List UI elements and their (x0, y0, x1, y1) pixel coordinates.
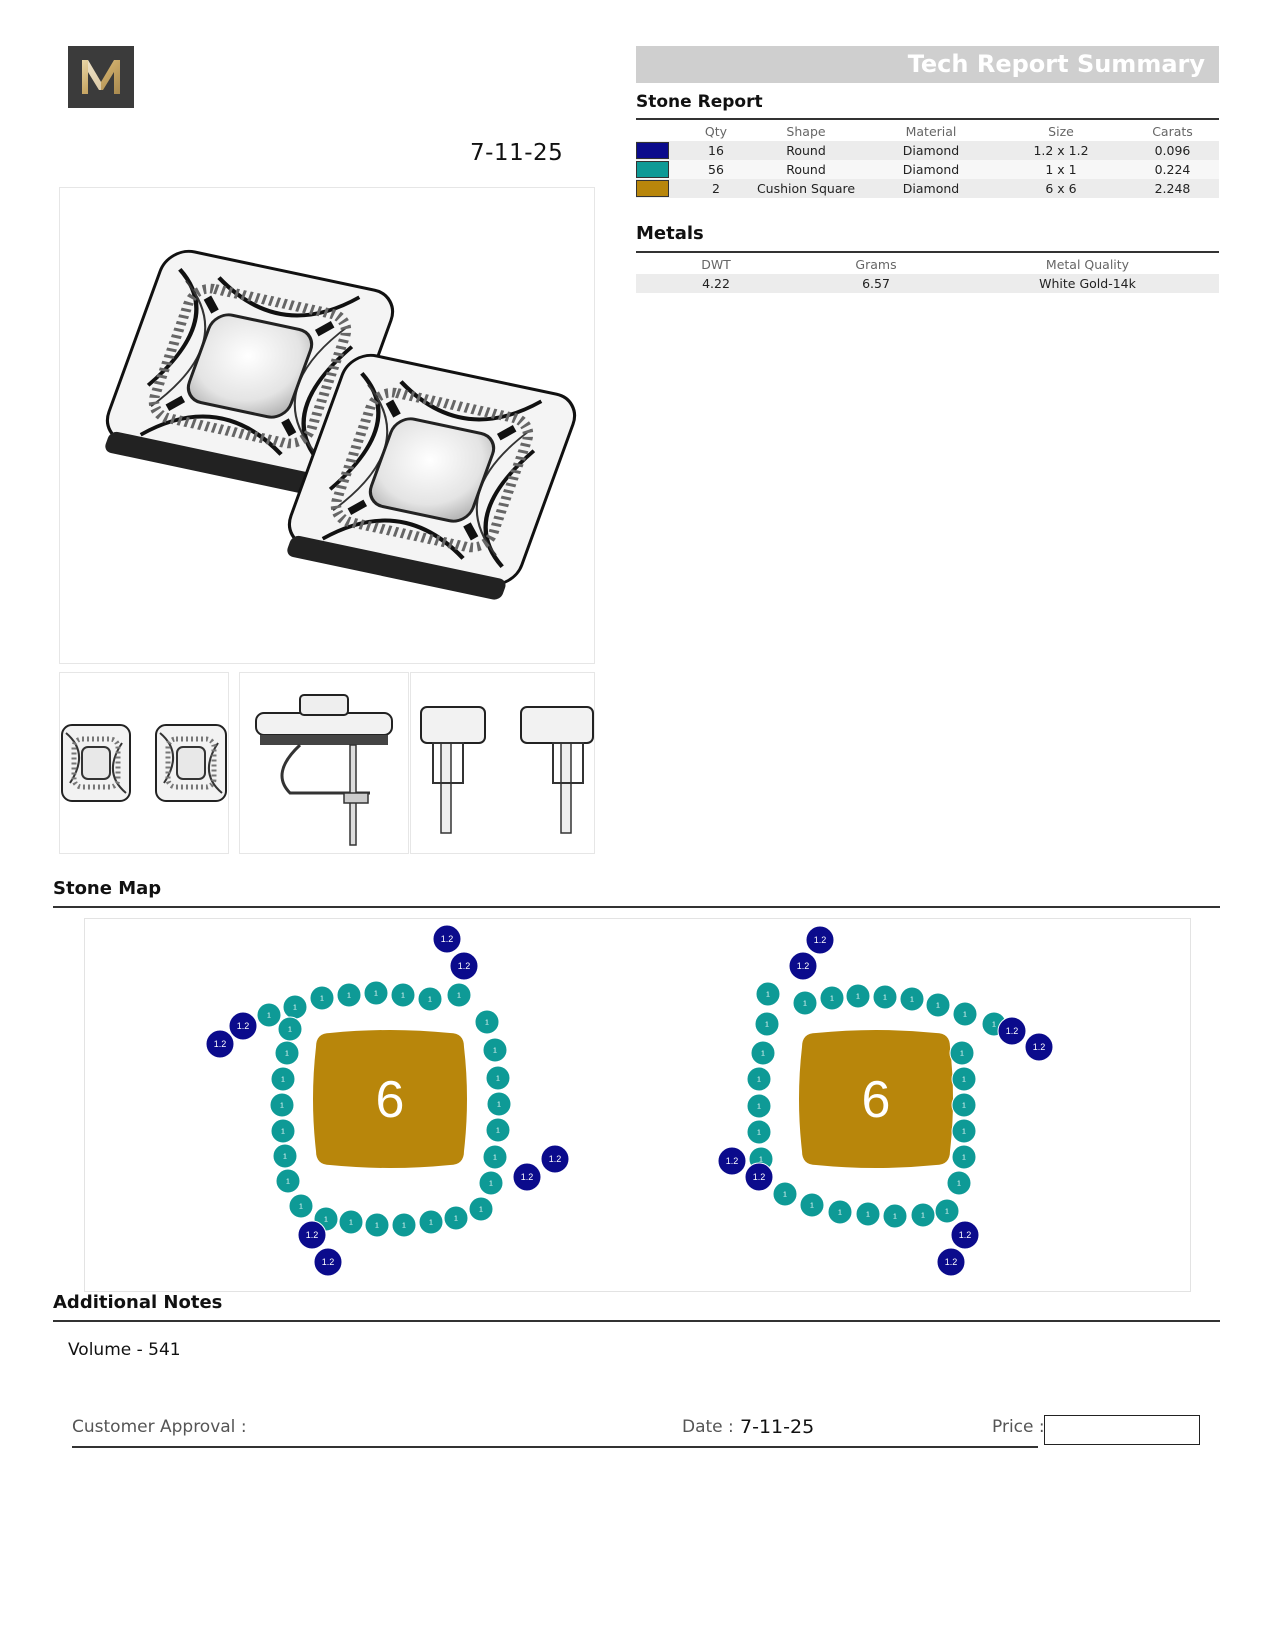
svg-text:1: 1 (921, 1212, 925, 1220)
svg-text:1: 1 (428, 996, 432, 1004)
svg-text:1: 1 (962, 1128, 966, 1136)
small-stone-navy (998, 1017, 1026, 1045)
price-field[interactable] (1044, 1415, 1200, 1445)
center-stone (799, 1030, 953, 1168)
column-header: Material (905, 124, 957, 139)
small-stone-teal (392, 1213, 416, 1237)
small-stone-teal (364, 981, 388, 1005)
small-stone-navy (513, 1163, 541, 1191)
small-stone-teal (419, 1210, 443, 1234)
small-stone-teal (271, 1119, 295, 1143)
small-stone-teal (926, 993, 950, 1017)
svg-text:1: 1 (838, 1209, 842, 1217)
small-stone-teal (952, 1067, 976, 1091)
column-header: Qty (704, 124, 728, 139)
svg-text:1: 1 (493, 1047, 497, 1055)
svg-text:1: 1 (349, 1219, 353, 1227)
svg-text:1: 1 (281, 1128, 285, 1136)
svg-text:1: 1 (485, 1019, 489, 1027)
small-stone-teal (479, 1171, 503, 1195)
column-header: DWT (701, 257, 731, 272)
column-header: Metal Quality (1045, 257, 1130, 272)
svg-text:1: 1 (454, 1215, 458, 1223)
small-stone-teal (487, 1092, 511, 1116)
thumbnail-front-view (410, 672, 595, 854)
svg-text:1.2: 1.2 (321, 1257, 335, 1268)
svg-text:1: 1 (374, 990, 378, 998)
small-stone-teal (747, 1120, 771, 1144)
svg-text:1: 1 (766, 991, 770, 999)
svg-text:1.2: 1.2 (440, 934, 454, 945)
svg-text:1.2: 1.2 (944, 1257, 958, 1268)
svg-text:1: 1 (761, 1050, 765, 1058)
earring-top-view-left (62, 725, 130, 801)
additional-notes-title: Additional Notes (53, 1292, 223, 1313)
svg-text:1.2: 1.2 (725, 1156, 739, 1167)
size-cell: 1 x 1 (996, 160, 1126, 179)
small-stone-navy (806, 926, 834, 954)
small-stone-teal (276, 1169, 300, 1193)
small-stone-teal (275, 1041, 299, 1065)
small-stone-teal (486, 1118, 510, 1142)
small-stone-navy (718, 1147, 746, 1175)
svg-text:1: 1 (496, 1075, 500, 1083)
carats-cell: 2.248 (1126, 179, 1219, 198)
svg-text:1: 1 (883, 994, 887, 1002)
small-stone-teal (289, 1194, 313, 1218)
shape-cell: Cushion Square (746, 179, 866, 198)
dwt-cell: 4.22 (636, 274, 796, 293)
svg-text:1: 1 (962, 1154, 966, 1162)
material-cell: Diamond (866, 160, 996, 179)
small-stone-teal (883, 1204, 907, 1228)
small-stone-teal (953, 1002, 977, 1026)
stone-color-swatch (636, 180, 669, 197)
small-stone-teal (747, 1067, 771, 1091)
small-stone-teal (952, 1145, 976, 1169)
svg-text:1.2: 1.2 (958, 1230, 972, 1241)
svg-text:1.2: 1.2 (548, 1154, 562, 1165)
svg-text:1: 1 (293, 1004, 297, 1012)
small-stone-teal (447, 983, 471, 1007)
small-stone-teal (952, 1119, 976, 1143)
small-stone-teal (856, 1202, 880, 1226)
svg-text:1: 1 (375, 1222, 379, 1230)
stone-report-header-row (636, 122, 1219, 141)
svg-text:1: 1 (457, 992, 461, 1000)
small-stone-navy (206, 1030, 234, 1058)
small-stone-teal (747, 1094, 771, 1118)
svg-text:1.2: 1.2 (1005, 1026, 1019, 1037)
column-header: Size (1048, 124, 1074, 139)
stone-report-divider (636, 118, 1219, 120)
table-row (636, 141, 1219, 160)
svg-text:1: 1 (945, 1208, 949, 1216)
small-stone-teal (271, 1067, 295, 1091)
svg-text:1: 1 (283, 1153, 287, 1161)
svg-text:1: 1 (962, 1102, 966, 1110)
price-label: Price : (992, 1417, 1045, 1437)
svg-text:1: 1 (757, 1129, 761, 1137)
stone-map-diagram (84, 918, 1191, 1292)
qty-cell: 2 (686, 179, 746, 198)
table-row (636, 179, 1219, 198)
svg-text:1.2: 1.2 (1032, 1042, 1046, 1053)
svg-text:1: 1 (992, 1021, 996, 1029)
notes-divider (53, 1320, 1220, 1322)
svg-text:1: 1 (429, 1219, 433, 1227)
small-stone-teal (475, 1010, 499, 1034)
metals-title: Metals (636, 223, 704, 244)
small-stone-teal (486, 1066, 510, 1090)
small-stone-teal (270, 1093, 294, 1117)
small-stone-teal (339, 1210, 363, 1234)
small-stone-teal (756, 982, 780, 1006)
shape-cell: Round (746, 141, 866, 160)
material-cell: Diamond (866, 179, 996, 198)
small-stone-navy (937, 1248, 965, 1276)
approval-date-label: Date : (682, 1417, 734, 1437)
small-stone-teal (935, 1199, 959, 1223)
svg-text:1: 1 (856, 993, 860, 1001)
svg-text:1.2: 1.2 (813, 935, 827, 946)
table-row (636, 274, 1219, 293)
report-title-bar (636, 46, 1219, 83)
small-stone-navy (745, 1163, 773, 1191)
column-header: Grams (855, 257, 897, 272)
svg-text:1: 1 (830, 995, 834, 1003)
small-stone-teal (793, 991, 817, 1015)
small-stone-teal (773, 1182, 797, 1206)
table-row (636, 160, 1219, 179)
notes-text: Volume - 541 (68, 1340, 181, 1360)
metals-table (636, 255, 1219, 293)
svg-text:1: 1 (910, 996, 914, 1004)
small-stone-teal (273, 1144, 297, 1168)
svg-text:1: 1 (288, 1026, 292, 1034)
carats-cell: 0.096 (1126, 141, 1219, 160)
stone-report-table (636, 122, 1219, 198)
stone-map-divider (53, 906, 1220, 908)
svg-text:1: 1 (285, 1050, 289, 1058)
small-stone-navy (1025, 1033, 1053, 1061)
svg-text:1: 1 (401, 992, 405, 1000)
small-stone-teal (365, 1213, 389, 1237)
product-render-main (59, 187, 595, 664)
svg-text:1: 1 (759, 1156, 763, 1164)
small-stone-teal (952, 1093, 976, 1117)
report-title: Tech Report Summary (907, 50, 1205, 78)
svg-text:6: 6 (861, 1071, 891, 1129)
small-stone-teal (947, 1171, 971, 1195)
small-stone-navy (298, 1221, 326, 1249)
small-stone-teal (820, 986, 844, 1010)
svg-text:1: 1 (267, 1012, 271, 1020)
size-cell: 6 x 6 (996, 179, 1126, 198)
svg-text:1: 1 (936, 1002, 940, 1010)
svg-text:1.2: 1.2 (213, 1039, 227, 1050)
small-stone-teal (911, 1203, 935, 1227)
svg-text:1: 1 (765, 1021, 769, 1029)
svg-text:1.2: 1.2 (305, 1230, 319, 1241)
grams-cell: 6.57 (796, 274, 956, 293)
small-stone-navy (541, 1145, 569, 1173)
svg-text:1.2: 1.2 (236, 1021, 250, 1032)
small-stone-teal (755, 1012, 779, 1036)
svg-text:1.2: 1.2 (796, 961, 810, 972)
earring-top-view-right (156, 725, 226, 801)
svg-text:1: 1 (479, 1206, 483, 1214)
shape-cell: Round (746, 160, 866, 179)
svg-text:1: 1 (893, 1213, 897, 1221)
svg-text:1: 1 (757, 1103, 761, 1111)
small-stone-teal (828, 1200, 852, 1224)
small-stone-teal (483, 1038, 507, 1062)
svg-text:1: 1 (489, 1180, 493, 1188)
small-stone-teal (469, 1197, 493, 1221)
svg-text:1: 1 (320, 995, 324, 1003)
svg-text:1: 1 (957, 1180, 961, 1188)
small-stone-teal (337, 983, 361, 1007)
column-header: Shape (786, 124, 826, 139)
svg-text:1: 1 (783, 1191, 787, 1199)
material-cell: Diamond (866, 141, 996, 160)
stone-report-title: Stone Report (636, 92, 763, 112)
small-stone-teal (483, 1145, 507, 1169)
qty-cell: 56 (686, 160, 746, 179)
approval-date-value: 7-11-25 (740, 1416, 815, 1438)
center-stone (313, 1030, 467, 1168)
svg-text:1: 1 (757, 1076, 761, 1084)
small-stone-navy (450, 952, 478, 980)
stone-color-swatch (636, 161, 669, 178)
company-logo (68, 46, 134, 108)
small-stone-navy (229, 1012, 257, 1040)
small-stone-teal (391, 983, 415, 1007)
small-stone-teal (873, 985, 897, 1009)
svg-text:1: 1 (402, 1222, 406, 1230)
thumbnail-top-view (59, 672, 229, 854)
svg-text:6: 6 (375, 1071, 405, 1129)
customer-approval-label: Customer Approval : (72, 1417, 247, 1437)
svg-text:1.2: 1.2 (457, 961, 471, 972)
svg-text:1: 1 (960, 1050, 964, 1058)
svg-text:1: 1 (280, 1102, 284, 1110)
qty-cell: 16 (686, 141, 746, 160)
approval-signature-line (72, 1446, 1038, 1448)
svg-text:1: 1 (347, 992, 351, 1000)
svg-text:1: 1 (281, 1076, 285, 1084)
column-header: Carats (1152, 124, 1193, 139)
small-stone-navy (789, 952, 817, 980)
stone-map-title: Stone Map (53, 878, 162, 899)
svg-text:1: 1 (493, 1154, 497, 1162)
svg-text:1: 1 (497, 1101, 501, 1109)
metal-quality-cell: White Gold-14k (956, 274, 1219, 293)
svg-text:1.2: 1.2 (520, 1172, 534, 1183)
small-stone-teal (800, 1193, 824, 1217)
small-stone-teal (846, 984, 870, 1008)
svg-text:1.2: 1.2 (752, 1172, 766, 1183)
svg-text:1: 1 (496, 1127, 500, 1135)
svg-text:1: 1 (962, 1076, 966, 1084)
small-stone-teal (751, 1041, 775, 1065)
svg-text:1: 1 (299, 1203, 303, 1211)
stone-color-swatch (636, 142, 669, 159)
svg-text:1: 1 (866, 1211, 870, 1219)
small-stone-teal (900, 987, 924, 1011)
small-stone-navy (314, 1248, 342, 1276)
small-stone-teal (278, 1017, 302, 1041)
thumbnail-side-view (239, 672, 409, 854)
small-stone-teal (444, 1206, 468, 1230)
document-date: 7-11-25 (470, 140, 564, 166)
small-stone-navy (433, 925, 461, 953)
small-stone-navy (951, 1221, 979, 1249)
small-stone-teal (283, 995, 307, 1019)
metals-header-row (636, 255, 1219, 274)
small-stone-teal (257, 1003, 281, 1027)
svg-text:1: 1 (963, 1011, 967, 1019)
size-cell: 1.2 x 1.2 (996, 141, 1126, 160)
small-stone-teal (310, 986, 334, 1010)
metals-divider (636, 251, 1219, 253)
svg-text:1: 1 (286, 1178, 290, 1186)
svg-text:1: 1 (324, 1216, 328, 1224)
svg-text:1: 1 (810, 1202, 814, 1210)
small-stone-teal (950, 1041, 974, 1065)
carats-cell: 0.224 (1126, 160, 1219, 179)
small-stone-teal (418, 987, 442, 1011)
svg-text:1: 1 (803, 1000, 807, 1008)
